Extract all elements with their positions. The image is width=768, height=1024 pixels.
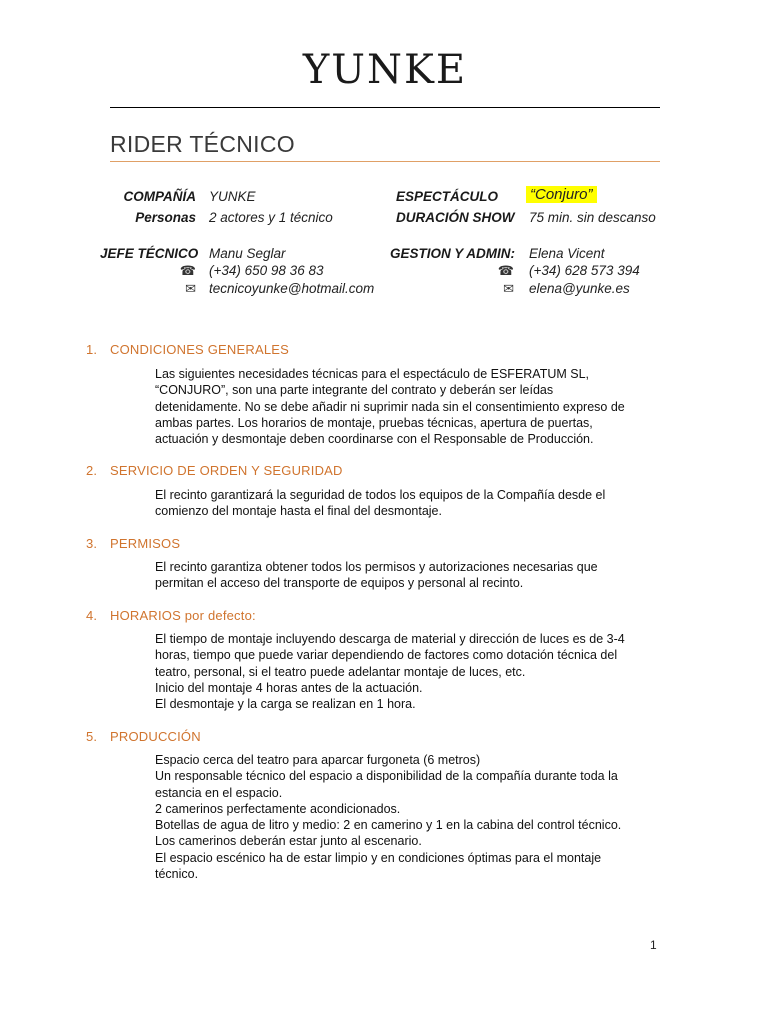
paragraph-line: Espacio cerca del teatro para aparcar furgoneta (6 metros) [155,753,481,767]
paragraph-line: teatro, personal, si el teatro puede adelantar montaje de luces, etc. [155,664,526,679]
section-title: SERVICIO DE ORDEN Y SEGURIDAD [110,463,343,478]
duracion-label: DURACIÓN SHOW [396,210,515,225]
logo-text: YUNKE [302,47,468,93]
paragraph-line: actuación y desmontaje deben coordinarse con el Responsable de Producción. [155,432,594,447]
paragraph-line: detenidamente. No se debe añadir ni suprimir nada sin el consentimiento expreso de [155,399,625,414]
compania-value: YUNKE [209,189,256,204]
section-title: CONDICIONES GENERALES [110,342,290,357]
paragraph-line: El recinto garantizará la seguridad de todos los equipos de la Compañía desde el [155,488,606,502]
paragraph-line: ambas partes. Los horarios de montaje, pruebas técnicas, apertura de puertas, [155,415,593,430]
header-divider [110,107,660,108]
section-heading-permisos [86,536,180,551]
duracion-value: 75 min. sin descanso [529,210,656,225]
section-heading-produccion [86,729,201,744]
paragraph-line: El recinto garantiza obtener todos los permisos y autorizaciones necesarias que [155,560,598,574]
paragraph-line: El desmontaje y la carga se realizan en 1 hora. [155,697,416,712]
section-body-permisos [155,559,660,592]
paragraph-line: “CONJURO”, son una parte integrante del contrato y deberán ser leídas [155,383,554,398]
paragraph-line: Inicio del montaje 4 horas antes de la actuación. [155,680,423,695]
paragraph-line: estancia en el espacio. [155,785,283,800]
gestion-admin-name: Elena Vicent [529,246,605,261]
section-number: 4. [86,608,98,623]
page-number: 1 [650,938,657,952]
section-body-seguridad [155,487,660,520]
compania-label: COMPAÑÍA [123,189,196,204]
yunke-logo [300,40,470,100]
envelope-icon: ✉ [503,281,514,296]
gestion-admin-phone: (+34) 628 573 394 [529,263,640,278]
section-number: 5. [86,729,98,744]
jefe-tecnico-email[interactable]: tecnicoyunke@hotmail.com [209,281,375,296]
espectaculo-label: ESPECTÁCULO [396,189,499,204]
paragraph-line: Un responsable técnico del espacio a disponibilidad de la compañía durante toda la [155,769,618,784]
jefe-tecnico-phone: (+34) 650 98 36 83 [209,263,324,278]
gestion-admin-email[interactable]: elena@yunke.es [529,281,630,296]
paragraph-line: técnico. [155,867,199,882]
phone-icon: ☎ [179,263,196,278]
envelope-icon: ✉ [185,281,196,296]
paragraph-line: horas, tiempo que puede variar dependiendo de factores como dotación técnica del [155,648,618,663]
section-body-produccion [155,752,660,882]
section-body-horarios [155,631,660,712]
paragraph-line: Botellas de agua de litro y medio: 2 en camerino y 1 en la cabina del control técnico. [155,818,622,833]
paragraph-line: permitan el acceso del transporte de equipos y personal al recinto. [155,576,524,591]
section-number: 1. [86,342,98,357]
jefe-tecnico-name: Manu Seglar [209,246,286,261]
paragraph-line: El tiempo de montaje incluyendo descarga de material y dirección de luces es de 3-4 [155,632,625,646]
section-heading-horarios [86,608,256,623]
paragraph-line: 2 camerinos perfectamente acondicionados. [155,801,401,816]
document-title: RIDER TÉCNICO [110,131,295,157]
espectaculo-value [526,186,597,204]
section-title: HORARIOS por defecto: [110,608,256,623]
paragraph-line: Los camerinos deberán estar junto al escenario. [155,834,422,849]
section-number: 3. [86,536,98,551]
espectaculo-highlight: “Conjuro” [526,186,597,203]
paragraph-line: Las siguientes necesidades técnicas para el espectáculo de ESFERATUM SL, [155,367,590,381]
paragraph-line: El espacio escénico ha de estar limpio y en condiciones óptimas para el montaje [155,850,602,865]
jefe-tecnico-label: JEFE TÉCNICO [100,246,199,261]
personas-value: 2 actores y 1 técnico [209,210,333,225]
personas-label: Personas [135,210,196,225]
section-number: 2. [86,463,98,478]
section-title: PERMISOS [110,536,181,551]
gestion-admin-label: GESTION Y ADMIN: [390,246,516,261]
section-body-condiciones [155,366,660,447]
title-divider [110,161,660,162]
paragraph-line: comienzo del montaje hasta el final del desmontaje. [155,504,442,519]
section-title: PRODUCCIÓN [110,729,201,744]
section-heading-seguridad [86,463,343,478]
phone-icon: ☎ [497,263,514,278]
section-heading-condiciones [86,342,289,357]
